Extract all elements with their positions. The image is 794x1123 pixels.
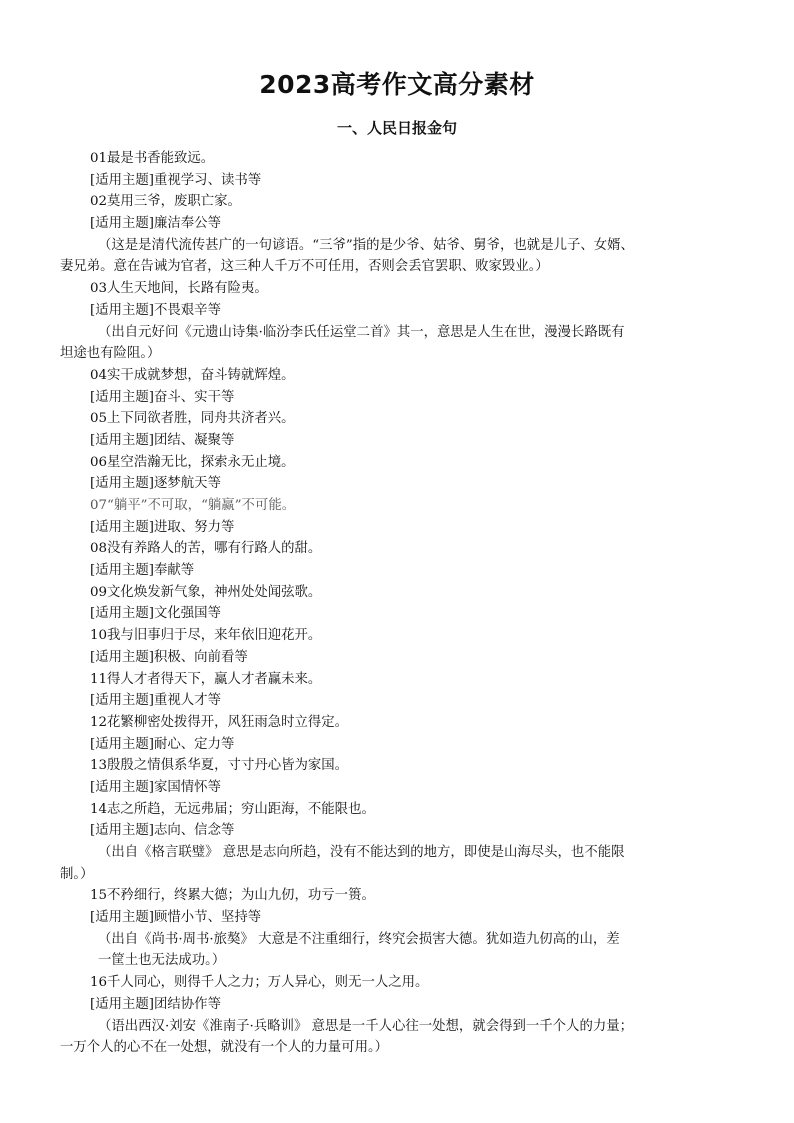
note-continuation-line: 坦途也有险阻。） bbox=[60, 346, 161, 362]
topic-line: [适用主题]家国情怀等 bbox=[90, 779, 221, 795]
topic-line: [适用主题]不畏艰辛等 bbox=[90, 302, 221, 318]
quote-line: 01最是书香能致远。 bbox=[90, 151, 215, 166]
quote-line: 15不矜细行，终累大德；为山九仞，功亏一篑。 bbox=[90, 888, 375, 904]
quote-line: 09文化焕发新气象，神州处处闻弦歌。 bbox=[90, 584, 322, 600]
topic-line: [适用主题]团结、凝聚等 bbox=[90, 432, 235, 448]
topic-line: [适用主题]逐梦航天等 bbox=[90, 476, 221, 492]
quote-line: 10我与旧事归于尽，来年依旧迎花开。 bbox=[90, 628, 322, 644]
note-line: （出自元好问《元遗山诗集·临汾李氏任运堂二首》其一，意思是人生在世，漫漫长路既有 bbox=[98, 324, 625, 340]
topic-line: [适用主题]廉洁奉公等 bbox=[90, 216, 221, 232]
topic-line: [适用主题]志向、信念等 bbox=[90, 823, 235, 839]
document-title: 2023高考作文高分素材 bbox=[259, 70, 535, 99]
topic-line: [适用主题]积极、向前看等 bbox=[90, 649, 248, 665]
topic-line: [适用主题]重视人才等 bbox=[90, 693, 221, 709]
document-body bbox=[60, 148, 740, 1059]
quote-line: 06星空浩瀚无比，探索永无止境。 bbox=[90, 454, 295, 470]
topic-line: [适用主题]进取、努力等 bbox=[90, 519, 235, 535]
note-line: （语出西汉·刘安《淮南子·兵略训》 意思是一千人心往一处想，就会得到一千个人的力量； bbox=[98, 1018, 634, 1034]
quote-line: 11得人才者得天下，赢人才者赢未来。 bbox=[90, 671, 322, 687]
note-continuation-line: 一万个人的心不在一处想，就没有一个人的力量可用。） bbox=[60, 1040, 389, 1056]
note-line: （出自《格言联璧》 意思是志向所趋，没有不能达到的地方，即使是山海尽头，也不能限 bbox=[98, 845, 625, 860]
quote-line: 05上下同欲者胜，同舟共济者兴。 bbox=[90, 411, 295, 427]
note-line: （出自《尚书·周书·旅獒》 大意是不注重细行，终究会损害大德。犹如造九仞高的山，差 bbox=[98, 931, 620, 947]
quote-line: 03人生天地间，长路有险夷。 bbox=[90, 281, 268, 297]
quote-line: 08没有养路人的苦，哪有行路人的甜。 bbox=[90, 541, 322, 557]
quote-line: 07“躺平”不可取，“躺赢”不可能。 bbox=[90, 498, 296, 513]
note-line: （这是是清代流传甚广的一句谚语。“三爷”指的是少爷、姑爷、舅爷，也就是儿子、女婿、 bbox=[98, 237, 634, 253]
quote-line: 13殷殷之情俱系华夏，寸寸丹心皆为家国。 bbox=[90, 758, 349, 774]
topic-line: [适用主题]重视学习、读书等 bbox=[90, 172, 262, 188]
topic-line: [适用主题]奉献等 bbox=[90, 563, 195, 579]
topic-line: [适用主题]文化强国等 bbox=[90, 606, 221, 622]
section-title: 一、人民日报金句 bbox=[336, 119, 457, 137]
topic-line: [适用主题]耐心、定力等 bbox=[90, 736, 235, 752]
topic-line: [适用主题]奋斗、实干等 bbox=[90, 389, 235, 405]
topic-line: [适用主题]顾惜小节、坚持等 bbox=[90, 910, 262, 926]
quote-line: 04实干成就梦想，奋斗铸就辉煌。 bbox=[90, 367, 295, 383]
quote-line: 16千人同心，则得千人之力；万人异心，则无一人之用。 bbox=[90, 975, 429, 991]
quote-line: 12花繁柳密处拨得开，风狂雨急时立得定。 bbox=[90, 714, 349, 730]
quote-line: 14志之所趋，无远弗届；穷山距海，不能限也。 bbox=[90, 801, 375, 817]
note-continuation-line: 制。） bbox=[60, 866, 94, 882]
topic-line: [适用主题]团结协作等 bbox=[90, 996, 221, 1012]
note-continuation-line: 一筐土也无法成功。） bbox=[98, 953, 226, 969]
note-continuation-line: 妻兄弟。意在告诫为官者，这三种人千万不可任用，否则会丢官罢职、败家毁业。） bbox=[60, 259, 549, 275]
quote-line: 02莫用三爷，废职亡家。 bbox=[90, 194, 241, 210]
